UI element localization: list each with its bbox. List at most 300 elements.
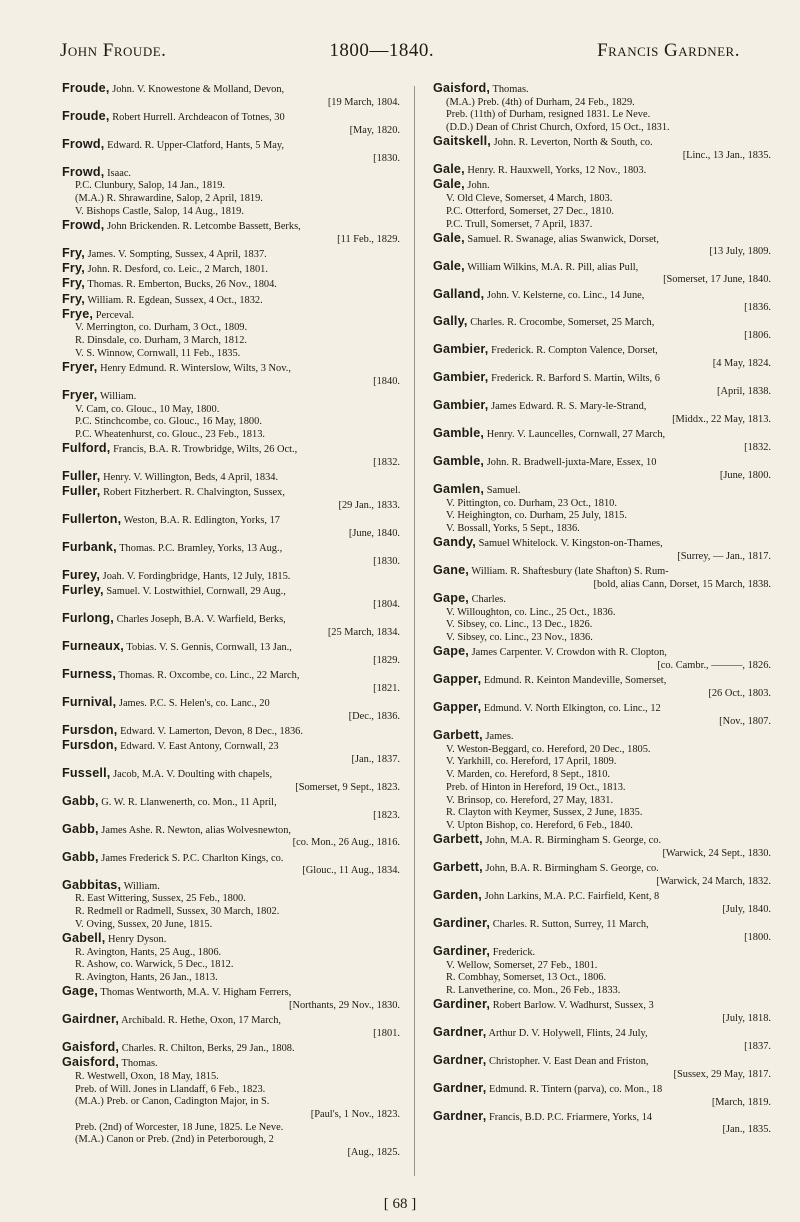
entry-text: Robert Barlow. V. Wadhurst, Sussex, 3 [492, 1000, 654, 1012]
entry-first-line [433, 232, 771, 247]
entry-continuation: [Somerset, 17 June, 1840. [663, 274, 771, 286]
entry-text: Charles. R. Crocombe, Somerset, 25 March, [470, 317, 655, 329]
entry-first-line [62, 110, 400, 125]
clergy-entry [62, 277, 400, 292]
entry-text: Henry. V. Willington, Beds, 4 April, 1834. [103, 472, 279, 484]
entry-detail-line: Preb. (11th) of Durham, resigned 1831. Le Neve. [446, 109, 651, 121]
entry-first-line [62, 513, 400, 528]
entry-continuation: [June, 1800. [719, 469, 771, 481]
entry-continuation: [11 Feb., 1829. [337, 233, 400, 245]
clergy-entry [433, 288, 771, 315]
entry-detail-line: V. Willoughton, co. Linc., 25 Oct., 1836. [446, 606, 616, 618]
entry-detail-line: V. Old Cleve, Somerset, 4 March, 1803. [446, 193, 613, 205]
entry-continuation: [1823. [373, 809, 400, 821]
entry-text: Henry Dyson. [108, 933, 167, 945]
entry-continuation: [1836. [744, 302, 771, 314]
entry-first-line [62, 932, 400, 947]
entry-continuation: [1829. [373, 654, 400, 666]
entry-first-line [433, 260, 771, 275]
entry-detail-line: V. Brinsop, co. Hereford, 27 May, 1831. [446, 794, 614, 806]
entry-detail-line: V. Bishops Castle, Salop, 14 Aug., 1819. [75, 205, 244, 217]
clergy-entry [62, 795, 400, 822]
right-column [433, 82, 771, 1138]
entry-first-line [433, 455, 771, 470]
entry-detail-line: V. Upton Bishop, co. Hereford, 6 Feb., 1840. [446, 819, 633, 831]
entry-text: William. [123, 880, 160, 892]
surname: Gardner, [433, 1053, 487, 1067]
entry-continuation: [19 March, 1804. [327, 96, 400, 108]
entry-first-line [433, 1082, 771, 1097]
clergy-entry [62, 851, 400, 878]
entry-first-line [62, 569, 400, 584]
entry-text: Frederick. R. Compton Valence, Dorset, [491, 345, 658, 357]
surname: Froude, [62, 109, 110, 123]
entry-first-line [433, 178, 771, 193]
entry-continuation: [1806. [744, 330, 771, 342]
entry-first-line [433, 343, 771, 358]
surname: Furneaux, [62, 640, 124, 654]
clergy-entry [433, 536, 771, 563]
entry-first-line [433, 673, 771, 688]
entry-text: Thomas. [121, 1058, 158, 1070]
entry-first-line [62, 82, 400, 97]
clergy-entry [62, 389, 400, 442]
surname: Fussell, [62, 766, 111, 780]
entry-detail-line: R. Avington, Hants, 25 Aug., 1806. [75, 946, 222, 958]
clergy-entry [433, 998, 771, 1025]
entry-continuation: [1830. [373, 152, 400, 164]
entry-text: John, M.A. R. Birmingham S. George, co. [485, 835, 662, 847]
surname: Gambier, [433, 371, 489, 385]
entry-text: John Larkins, M.A. P.C. Fairfield, Kent, 8 [484, 890, 660, 902]
surname: Gale, [433, 178, 465, 192]
surname: Fullerton, [62, 513, 122, 527]
entry-first-line [62, 308, 400, 323]
entry-detail-line: (D.D.) Dean of Christ Church, Oxford, 15 Oct., 1831. [446, 122, 670, 134]
entry-first-line [433, 483, 771, 498]
clergy-entry [62, 1041, 400, 1056]
surname: Fulford, [62, 442, 111, 456]
clergy-entry [62, 219, 400, 246]
clergy-entry [433, 889, 771, 916]
entry-first-line [62, 470, 400, 485]
surname: Gambier, [433, 399, 489, 413]
entry-continuation: [1800. [744, 931, 771, 943]
entry-continuation: [April, 1838. [717, 385, 771, 397]
surname: Frowd, [62, 165, 105, 179]
clergy-entry [62, 640, 400, 667]
surname: Gaisford, [433, 82, 491, 95]
surname: Frowd, [62, 219, 105, 233]
entry-continuation: [Nov., 1807. [719, 715, 771, 727]
entry-first-line [433, 861, 771, 876]
entry-text: Francis, B.D. P.C. Friarmere, Yorks, 14 [489, 1111, 653, 1123]
clergy-entry [62, 470, 400, 485]
clergy-entry [62, 985, 400, 1012]
entry-text: Arthur D. V. Holywell, Flints, 24 July, [488, 1028, 648, 1040]
page-number: [ 68 ] [383, 1196, 417, 1212]
entry-text: John. V. Kelsterne, co. Linc., 14 June, [486, 289, 645, 301]
entry-first-line [433, 1110, 771, 1125]
entry-first-line [433, 371, 771, 386]
surname: Furness, [62, 668, 117, 682]
entry-first-line [62, 247, 400, 262]
entry-first-line [62, 166, 400, 181]
entry-text: Edward. V. Lamerton, Devon, 8 Dec., 1836. [120, 725, 303, 737]
entry-continuation: [1804. [373, 599, 400, 611]
surname: Fry, [62, 292, 85, 306]
entry-first-line [62, 442, 400, 457]
entry-first-line [433, 998, 771, 1013]
entry-continuation: [Linc., 13 Jan., 1835. [682, 150, 771, 162]
clergy-entry [433, 315, 771, 342]
clergy-entry [433, 673, 771, 700]
surname: Froude, [62, 82, 110, 95]
entry-first-line [62, 1013, 400, 1028]
surname: Gaisford, [62, 1056, 120, 1070]
entry-first-line [62, 1056, 400, 1071]
entry-text: G. W. R. Llanwenerth, co. Mon., 11 April, [101, 796, 277, 808]
entry-detail-line: (M.A.) Preb. (4th) of Durham, 24 Feb., 1829. [446, 96, 635, 108]
entry-detail-line: V. Heighington, co. Durham, 25 July, 1815. [446, 510, 627, 522]
entry-first-line [433, 536, 771, 551]
entry-first-line [62, 541, 400, 556]
surname: Garbett, [433, 729, 483, 743]
entry-continuation: [Jan., 1837. [351, 753, 400, 765]
surname: Fryer, [62, 361, 98, 375]
entry-continuation: [bold, alias Cann, Dorset, 15 March, 1838. [593, 578, 771, 590]
entry-text: John. [467, 180, 490, 192]
surname: Gardiner, [433, 944, 491, 958]
entry-first-line [433, 701, 771, 716]
entry-detail-line: V. Pittington, co. Durham, 23 Oct., 1810. [446, 497, 617, 509]
clergy-entry [433, 455, 771, 482]
entry-first-line [62, 361, 400, 376]
surname: Gardner, [433, 1109, 487, 1123]
entry-first-line [62, 668, 400, 683]
clergy-entry [433, 1026, 771, 1053]
surname: Gabell, [62, 931, 106, 945]
clergy-entry [62, 82, 400, 109]
entry-text: Thomas. R. Oxcombe, co. Linc., 22 March, [118, 670, 300, 682]
surname: Galland, [433, 287, 485, 301]
clergy-entry [433, 260, 771, 287]
entry-text: Tobias. V. S. Gennis, Cornwall, 13 Jan., [126, 642, 292, 654]
entry-first-line [62, 612, 400, 627]
surname: Gage, [62, 985, 98, 999]
entry-text: Perceval. [95, 309, 135, 321]
surname: Fursdon, [62, 739, 118, 753]
entry-text: James Carpenter. V. Crowdon with R. Clopton, [471, 647, 667, 659]
entry-text: Henry. V. Launcelles, Cornwall, 27 March, [486, 429, 666, 441]
entry-text: Charles. [471, 594, 506, 606]
clergy-entry [62, 308, 400, 361]
surname: Furley, [62, 584, 104, 598]
clergy-entry [62, 739, 400, 766]
clergy-entry [62, 569, 400, 584]
entry-continuation: [Somerset, 9 Sept., 1823. [295, 781, 400, 793]
surname: Gamble, [433, 427, 485, 441]
entry-first-line [433, 163, 771, 178]
entry-first-line [433, 592, 771, 607]
entry-text: Robert Fitzherbert. R. Chalvington, Sussex, [103, 487, 285, 499]
entry-continuation: [Sussex, 29 May, 1817. [673, 1068, 771, 1080]
surname: Gardner, [433, 1026, 487, 1040]
clergy-entry [433, 427, 771, 454]
entry-text: Thomas Wentworth, M.A. V. Higham Ferrers, [100, 987, 292, 999]
entry-continuation: [June, 1840. [348, 528, 400, 539]
entry-continuation: [Glouc., 11 Aug., 1834. [302, 865, 400, 877]
entry-detail-line: R. Lanvetherine, co. Mon., 26 Feb., 1833. [446, 984, 621, 996]
clergy-entry [433, 1110, 771, 1137]
entry-detail-line: P.C. Otterford, Somerset, 27 Dec., 1810. [446, 205, 614, 217]
entry-text: James. P.C. S. Helen's, co. Lanc., 20 [118, 697, 270, 709]
clergy-entry [433, 645, 771, 672]
entry-text: Frederick. [492, 946, 536, 958]
entry-detail-line: Preb. (2nd) of Worcester, 18 June, 1825. Le Neve. [75, 1121, 284, 1133]
entry-detail-line: V. Weston-Beggard, co. Hereford, 20 Dec., 1805. [446, 743, 651, 755]
clergy-entry [62, 262, 400, 277]
entry-text: Edmund. R. Keinton Mandeville, Somerset, [483, 675, 667, 687]
clergy-entry [62, 612, 400, 639]
entry-detail-line: V. Sibsey, co. Linc., 13 Dec., 1826. [446, 619, 593, 631]
entry-first-line [62, 823, 400, 838]
surname: Gamble, [433, 454, 485, 468]
entry-text: Charles Joseph, B.A. V. Warfield, Berks, [116, 614, 286, 626]
entry-continuation: [13 July, 1809. [709, 246, 771, 258]
surname: Furlong, [62, 612, 114, 626]
surname: Furey, [62, 569, 101, 583]
entry-text: William. R. Shaftesbury (late Shafton) S. Rum- [471, 566, 669, 578]
entry-text: John. R. Leverton, North & South, co. [493, 137, 653, 149]
entry-detail-line: V. Merrington, co. Durham, 3 Oct., 1809. [75, 322, 248, 334]
entry-detail-line: (M.A.) Preb. or Canon, Cadington Major, in S. [75, 1096, 270, 1108]
entry-text: Samuel. [486, 484, 521, 496]
clergy-entry [62, 110, 400, 137]
entry-continuation: [Jan., 1835. [722, 1124, 771, 1136]
surname: Gaisford, [62, 1041, 120, 1055]
entry-detail-line: R. East Wittering, Sussex, 25 Feb., 1800. [75, 893, 246, 905]
entry-continuation: [July, 1818. [722, 1012, 771, 1024]
clergy-entry [62, 541, 400, 568]
entry-first-line [433, 288, 771, 303]
running-header [60, 40, 740, 62]
entry-continuation: [1832. [373, 456, 400, 468]
entry-text: Archibald. R. Hethe, Oxon, 17 March, [121, 1015, 282, 1027]
entry-continuation: [co. Mon., 26 Aug., 1816. [292, 837, 400, 849]
entry-detail-line: P.C. Trull, Somerset, 7 April, 1837. [446, 218, 593, 230]
entry-first-line [62, 795, 400, 810]
clergy-entry [62, 513, 400, 540]
entry-continuation: [Aug., 1825. [347, 1147, 400, 1159]
entry-text: John. R. Bradwell-juxta-Mare, Essex, 10 [486, 456, 657, 468]
entry-detail-line: V. Yarkhill, co. Hereford, 17 April, 1809. [446, 756, 617, 768]
surname: Gale, [433, 259, 465, 273]
clergy-entry [62, 823, 400, 850]
entry-text: Samuel. R. Swanage, alias Swanwick, Dorset, [467, 233, 660, 245]
entry-first-line [62, 293, 400, 308]
entry-text: Joah. V. Fordingbridge, Hants, 12 July, 1815. [102, 571, 291, 583]
entry-continuation: [4 May, 1824. [712, 358, 771, 370]
clergy-entry [433, 833, 771, 860]
entry-first-line [433, 82, 771, 97]
entry-first-line [62, 767, 400, 782]
surname: Gaitskell, [433, 135, 492, 149]
surname: Fry, [62, 277, 85, 291]
entry-text: William. [99, 390, 137, 402]
entry-detail-line: V. Sibsey, co. Linc., 23 Nov., 1836. [446, 632, 593, 644]
entry-detail-line: (M.A.) Canon or Preb. (2nd) in Peterborough, 2 [75, 1134, 274, 1146]
entry-detail-line: R. Avington, Hants, 26 Jan., 1813. [75, 972, 218, 983]
clergy-entry [433, 917, 771, 944]
entry-detail-line: (M.A.) R. Shrawardine, Salop, 2 April, 1819. [75, 193, 263, 205]
entry-text: William Wilkins, M.A. R. Pill, alias Pull, [467, 261, 639, 273]
surname: Gandy, [433, 536, 476, 550]
clergy-entry [62, 1056, 400, 1160]
entry-detail-line: V. S. Winnow, Cornwall, 11 Feb., 1835. [75, 347, 241, 359]
entry-text: Thomas. [492, 84, 529, 95]
entry-continuation: [25 March, 1834. [327, 626, 400, 638]
surname: Gardner, [433, 1081, 487, 1095]
entry-continuation: [1832. [744, 441, 771, 453]
entry-detail-line: V. Cam, co. Glouc., 10 May, 1800. [75, 403, 220, 415]
surname: Gally, [433, 315, 468, 329]
surname: Gape, [433, 645, 469, 659]
entry-first-line [433, 945, 771, 960]
clergy-entry [433, 371, 771, 398]
clergy-entry [62, 361, 400, 388]
entry-text: Henry Edmund. R. Winterslow, Wilts, 3 Nov., [100, 363, 291, 375]
clergy-entry [62, 767, 400, 794]
entry-continuation: [Dec., 1836. [348, 710, 400, 722]
surname: Gale, [433, 231, 465, 245]
entry-detail-line: V. Wellow, Somerset, 27 Feb., 1801. [446, 959, 598, 971]
entry-first-line [62, 485, 400, 500]
entry-text: Edward. V. East Antony, Cornwall, 23 [120, 741, 279, 753]
entry-text: Frederick. R. Barford S. Martin, Wilts, 6 [491, 373, 660, 385]
entry-first-line [433, 833, 771, 848]
surname: Gardiner, [433, 998, 491, 1012]
surname: Garbett, [433, 861, 483, 875]
entry-first-line [62, 262, 400, 277]
entry-text: Samuel. V. Lostwithiel, Cornwall, 29 Aug., [106, 586, 286, 598]
surname: Garden, [433, 888, 482, 902]
entry-continuation: [Northants, 29 Nov., 1830. [288, 999, 400, 1011]
entry-text: Henry. R. Hauxwell, Yorks, 12 Nov., 1803. [467, 165, 647, 177]
surname: Fry, [62, 246, 85, 260]
entry-first-line [62, 1041, 400, 1056]
surname: Gane, [433, 564, 469, 578]
surname: Gabb, [62, 822, 99, 836]
entry-detail-line: R. Westwell, Oxon, 18 May, 1815. [75, 1070, 219, 1082]
entry-first-line [62, 584, 400, 599]
entry-first-line [62, 739, 400, 754]
entry-continuation: [Warwick, 24 March, 1832. [656, 875, 771, 887]
entry-detail-line: P.C. Stinchcombe, co. Glouc., 16 May, 1800. [75, 416, 262, 428]
entry-detail-line: P.C. Clunbury, Salop, 14 Jan., 1819. [75, 180, 225, 192]
entry-text: Samuel Whitelock. V. Kingston-on-Thames, [478, 538, 663, 550]
entry-text: William. R. Egdean, Sussex, 4 Oct., 1832. [87, 294, 263, 306]
entry-first-line [433, 135, 771, 150]
entry-text: Jacob, M.A. V. Doulting with chapels, [113, 768, 273, 780]
clergy-entry [433, 701, 771, 728]
surname: Gabbitas, [62, 878, 122, 892]
entry-detail-line: Preb. of Will. Jones in Llandaff, 6 Feb., 1823. [75, 1083, 266, 1095]
entry-continuation: [26 Oct., 1803. [708, 687, 771, 699]
entry-detail-line: R. Clayton with Keymer, Sussex, 2 June, 1835. [446, 807, 643, 819]
clergy-entry [62, 932, 400, 985]
clergy-entry [433, 592, 771, 645]
clergy-entry [62, 1013, 400, 1040]
entry-continuation: [March, 1819. [711, 1096, 771, 1108]
clergy-entry [433, 343, 771, 370]
entry-text: Charles. R. Chilton, Berks, 29 Jan., 1808. [121, 1043, 295, 1055]
clergy-entry [433, 232, 771, 259]
clergy-entry [433, 1082, 771, 1109]
surname: Frye, [62, 307, 94, 321]
entry-continuation: [Surrey, — Jan., 1817. [677, 550, 771, 562]
entry-first-line [433, 315, 771, 330]
entry-continuation: [Warwick, 24 Sept., 1830. [662, 847, 771, 859]
surname: Gairdner, [62, 1013, 120, 1027]
surname: Gale, [433, 163, 465, 177]
entry-first-line [433, 889, 771, 904]
header-left: John Froude. [60, 40, 167, 61]
clergy-entry [62, 442, 400, 469]
clergy-entry [62, 293, 400, 308]
clergy-entry [433, 82, 771, 135]
entry-text: John. R. Desford, co. Leic., 2 March, 1801. [87, 264, 268, 276]
entry-first-line [62, 985, 400, 1000]
surname: Fryer, [62, 388, 98, 402]
entry-detail-line: R. Redmell or Radmell, Sussex, 30 March, 1802. [75, 905, 280, 917]
header-right: Francis Gardner. [597, 40, 740, 61]
entry-text: Isaac. [107, 167, 132, 179]
clergy-entry [62, 696, 400, 723]
column-divider [414, 86, 415, 1176]
entry-first-line [433, 729, 771, 744]
entry-first-line [433, 1026, 771, 1041]
entry-first-line [433, 1054, 771, 1069]
entry-text: James Frederick S. P.C. Charlton Kings, co. [101, 852, 284, 864]
clergy-entry [62, 584, 400, 611]
clergy-entry [433, 1054, 771, 1081]
entry-detail-line: R. Ashow, co. Warwick, 5 Dec., 1812. [75, 959, 234, 971]
entry-continuation: [1837. [744, 1040, 771, 1052]
surname: Gabb, [62, 850, 99, 864]
surname: Fuller, [62, 485, 101, 499]
entry-text: James Edward. R. S. Mary-le-Strand, [491, 401, 647, 413]
clergy-entry [62, 724, 400, 739]
entry-text: Thomas. P.C. Bramley, Yorks, 13 Aug., [119, 543, 283, 555]
entry-first-line [62, 696, 400, 711]
entry-text: Edward. R. Upper-Clatford, Hants, 5 May, [107, 139, 284, 151]
entry-first-line [433, 399, 771, 414]
header-center: 1800—1840. [329, 40, 435, 61]
clergy-entry [433, 483, 771, 536]
entry-detail-line: R. Dinsdale, co. Durham, 3 March, 1812. [75, 335, 247, 347]
entry-text: Edmund. V. North Elkington, co. Linc., 12 [483, 703, 661, 715]
surname: Gape, [433, 592, 469, 606]
entry-first-line [433, 564, 771, 579]
entry-first-line [62, 879, 400, 894]
entry-detail-line: V. Oving, Sussex, 20 June, 1815. [75, 918, 213, 930]
surname: Fursdon, [62, 723, 118, 737]
entry-first-line [433, 427, 771, 442]
entry-text: James. V. Sompting, Sussex, 4 April, 1837. [87, 248, 267, 260]
surname: Garbett, [433, 833, 483, 847]
entry-text: John. V. Knowestone & Molland, Devon, [112, 84, 285, 95]
